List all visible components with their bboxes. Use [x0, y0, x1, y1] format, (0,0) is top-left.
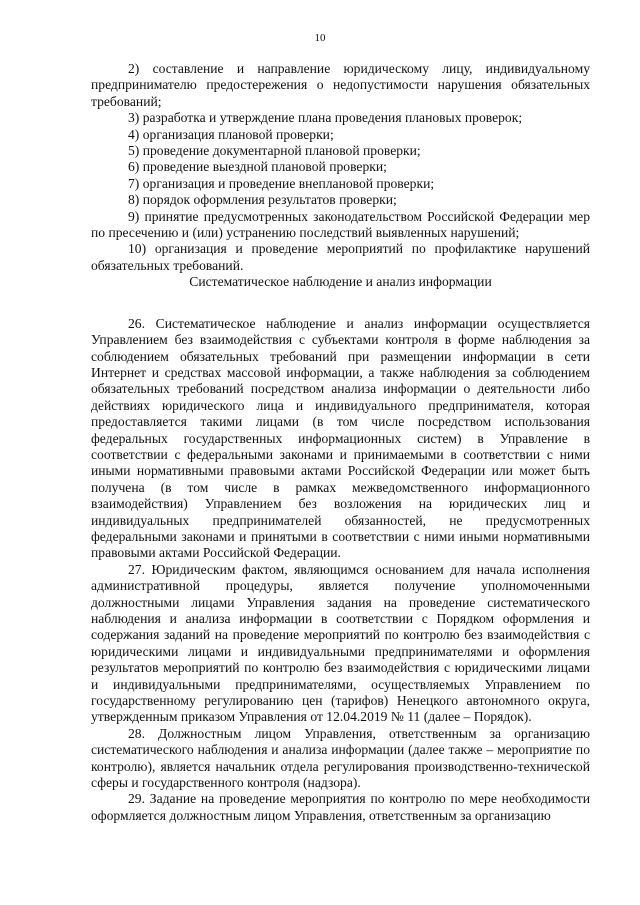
paragraph-29: 29. Задание на проведение мероприятия по контролю по мере необходимости оформляется должностным лицом Управления, ответственным за организацию [91, 791, 590, 823]
list-item: 3) разработка и утверждение плана проведения плановых проверок; [128, 110, 523, 126]
section-heading: Систематическое наблюдение и анализ информации [189, 274, 492, 290]
list-item: 4) организация плановой проверки; [128, 126, 334, 142]
document-body [91, 61, 590, 824]
list-item: 10) организация и проведение мероприятий по профилактике нарушений обязательных требований. [91, 241, 590, 273]
list-item: 8) порядок оформления результатов проверки; [128, 192, 397, 208]
list-item: 2) составление и направление юридическому лицу, индивидуальному предпринимателю предостережения о недопустимости нарушения обязательных требований; [91, 61, 590, 109]
paragraph-26: 26. Систематическое наблюдение и анализ информации осуществляется Управлением без взаимодействия с субъектами контроля в форме наблюдения за соблюдением обязательных требований при размещении информации в сети Интернет и средствах массовой информации, а также наблюдения за соблюдением обязательных требований посредством анализа информации о деятельности либо действиях юридического лица и индивидуального предпринимателя, которая предоставляется такими лицами (в том числе посредством использования федеральных государственных информационных систем) в Управление в соответствии с федеральными законами и принимаемыми в соответствии с ними иными нормативными правовыми актами Российской Федерации или может быть получена (в том числе в рамках межведомственного информационного взаимодействия) Управлением без возложения на юридических лиц и индивидуальных предпринимателей обязанностей, не предусмотренных федеральными законами и принятыми в соответствии с ними иными нормативными правовыми актами Российской Федерации. [91, 315, 590, 561]
paragraph-27: 27. Юридическим фактом, являющимся основанием для начала исполнения административной процедуры, является получение уполномоченными должностными лицами Управления задания на проведение систематического наблюдения и анализа информации в соответствии с Порядком оформления и содержания заданий на проведение мероприятий по контролю без взаимодействия с юридическими лицами и индивидуальными предпринимателями и оформления результатов мероприятий по контролю без взаимодействия с юридическими лицами и индивидуальными предпринимателями, осуществляемых Управлением по государственному регулированию цен (тарифов) Ненецкого автономного округа, утвержденным приказом Управления от 12.04.2019 № 11 (далее – Порядок). [91, 561, 590, 725]
list-item: 9) принятие предусмотренных законодательством Российской Федерации мер по пресечению и (или) устранению последствий выявленных нарушений; [91, 208, 590, 241]
list-item: 5) проведение документарной плановой проверки; [128, 143, 421, 159]
list-item: 7) организация и проведение внеплановой проверки; [128, 175, 435, 191]
list-item: 6) проведение выездной плановой проверки; [128, 159, 387, 175]
paragraph-28: 28. Должностным лицом Управления, ответственным за организацию систематического наблюдения и анализа информации (далее также – мероприятие по контролю), является начальник отдела регулирования производственно-технической сферы и государственного контроля (надзора). [91, 725, 590, 791]
page-number: 10 [314, 32, 326, 44]
